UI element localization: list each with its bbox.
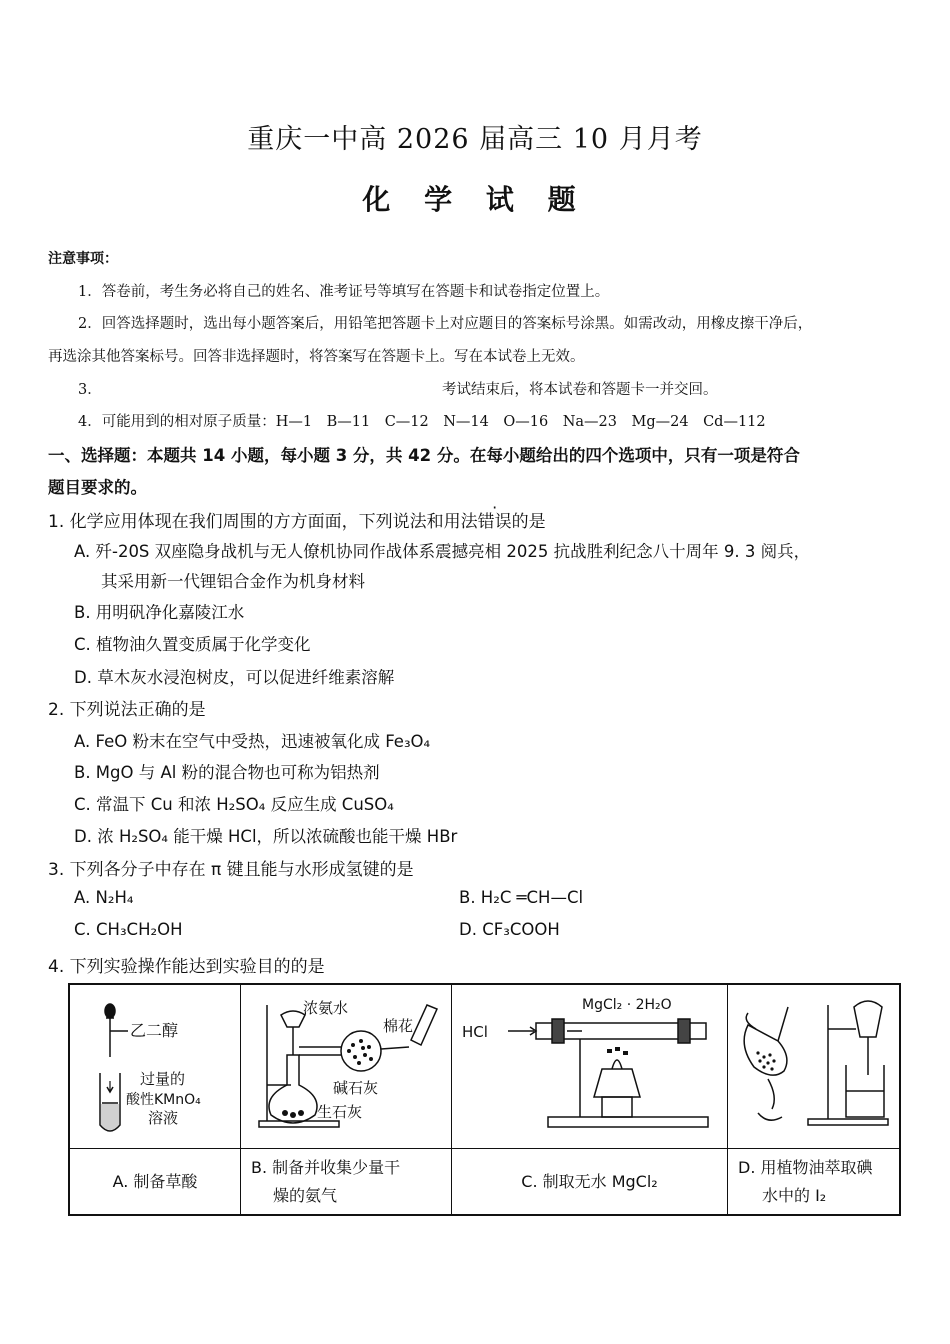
q4-caption-d: D. 用植物油萃取碘 水中的 I₂ <box>728 1149 901 1216</box>
notice-heading: 注意事项： <box>48 251 118 267</box>
q1-option-b: B. 用明矾净化嘉陵江水 <box>74 603 245 622</box>
q2-option-a: A. FeO 粉末在空气中受热，迅速被氧化成 Fe₃O₄ <box>74 732 431 751</box>
fig-c-label-mgcl2: MgCl₂ · 2H₂O <box>582 997 672 1013</box>
q3-option-a: A. N₂H₄ <box>74 888 134 907</box>
exam-subtitle: 化 学 试 题 <box>362 183 588 216</box>
fig-c-label-hcl: HCl <box>462 1023 488 1041</box>
q1-option-c: C. 植物油久置变质属于化学变化 <box>74 635 311 654</box>
q1-option-d: D. 草木灰水浸泡树皮，可以促进纤维素溶解 <box>74 668 395 687</box>
q4-stem: 4. 下列实验操作能达到实验目的的是 <box>48 957 325 977</box>
q2-option-c: C. 常温下 Cu 和浓 H₂SO₄ 反应生成 CuSO₄ <box>74 795 394 814</box>
section-heading-line2: 题目要求的。 <box>48 478 147 497</box>
q3-option-b: B. H₂C ═CH—Cl <box>459 888 584 907</box>
q3-option-c: C. CH₃CH₂OH <box>74 920 183 939</box>
q3-option-d: D. CF₃COOH <box>459 920 560 939</box>
notice-item-4: 4．可能用到的相对原子质量：H—1 B—11 C—12 N—14 O—16 Na—23 Mg—24 Cd—112 <box>78 414 766 430</box>
notice-item-2b: 再选涂其他答案标号。回答非选择题时，将答案写在答题卡上。写在本试卷上无效。 <box>48 349 585 365</box>
q1-stem: 1. 化学应用体现在我们周围的方方面面，下列说法和用法错误的是 <box>48 512 546 532</box>
q4-caption-c: C. 制取无水 MgCl₂ <box>452 1149 728 1216</box>
q4-figure-a <box>69 984 241 1149</box>
exam-title: 重庆一中高 2026 届高三 10 月月考 <box>247 124 703 155</box>
q4-figure-d <box>728 984 901 1149</box>
fig-b-label-cotton: 棉花 <box>383 1017 414 1035</box>
q2-stem: 2. 下列说法正确的是 <box>48 700 206 720</box>
q1-option-a-line1: A. 歼-20S 双座隐身战机与无人僚机协同作战体系震撼亮相 2025 抗战胜利纪念八十周年 9. 3 阅兵， <box>74 542 811 561</box>
q4-experiment-table <box>68 983 901 1216</box>
notice-item-1: 1．答卷前，考生务必将自己的姓名、准考证号等填写在答题卡和试卷指定位置上。 <box>78 284 610 300</box>
section-heading-line1: 一、选择题：本题共 14 小题，每小题 3 分，共 42 分。在每小题给出的四个选项中，只有一项是符合 <box>48 446 800 465</box>
fig-a-label-solution: 溶液 <box>148 1109 179 1127</box>
fig-a-label-ethylene-glycol: 乙二醇 <box>130 1021 179 1040</box>
q1-emphasis: 错误 <box>477 512 512 532</box>
q2-option-b: B. MgO 与 Al 粉的混合物也可称为铝热剂 <box>74 763 380 782</box>
notice-item-3-num: 3． <box>78 382 102 398</box>
notice-item-2a: 2．回答选择题时，选出每小题答案后，用铅笔把答题卡上对应题目的答案标号涂黑。如需改动，用橡皮擦干净后， <box>78 316 813 332</box>
fig-b-label-soda-lime: 碱石灰 <box>333 1079 379 1097</box>
fig-a-label-kmno4: 酸性KMnO₄ <box>126 1092 201 1108</box>
q2-option-d: D. 浓 H₂SO₄ 能干燥 HCl，所以浓硫酸也能干燥 HBr <box>74 827 458 846</box>
fig-b-label-quicklime: 生石灰 <box>317 1103 363 1121</box>
q4-figure-b <box>241 984 452 1149</box>
notice-item-3-text: 考试结束后，将本试卷和答题卡一并交回。 <box>442 382 718 398</box>
q1-option-a-line2: 其采用新一代锂铝合金作为机身材料 <box>101 572 365 591</box>
fig-b-label-ammonia: 浓氨水 <box>303 999 349 1017</box>
fig-a-label-excess: 过量的 <box>140 1070 186 1088</box>
q4-figure-c <box>452 984 728 1149</box>
q3-stem: 3. 下列各分子中存在 π 键且能与水形成氢键的是 <box>48 860 414 880</box>
q4-caption-a: A. 制备草酸 <box>69 1149 241 1216</box>
q4-caption-b: B. 制备并收集少量干 燥的氨气 <box>241 1149 452 1216</box>
